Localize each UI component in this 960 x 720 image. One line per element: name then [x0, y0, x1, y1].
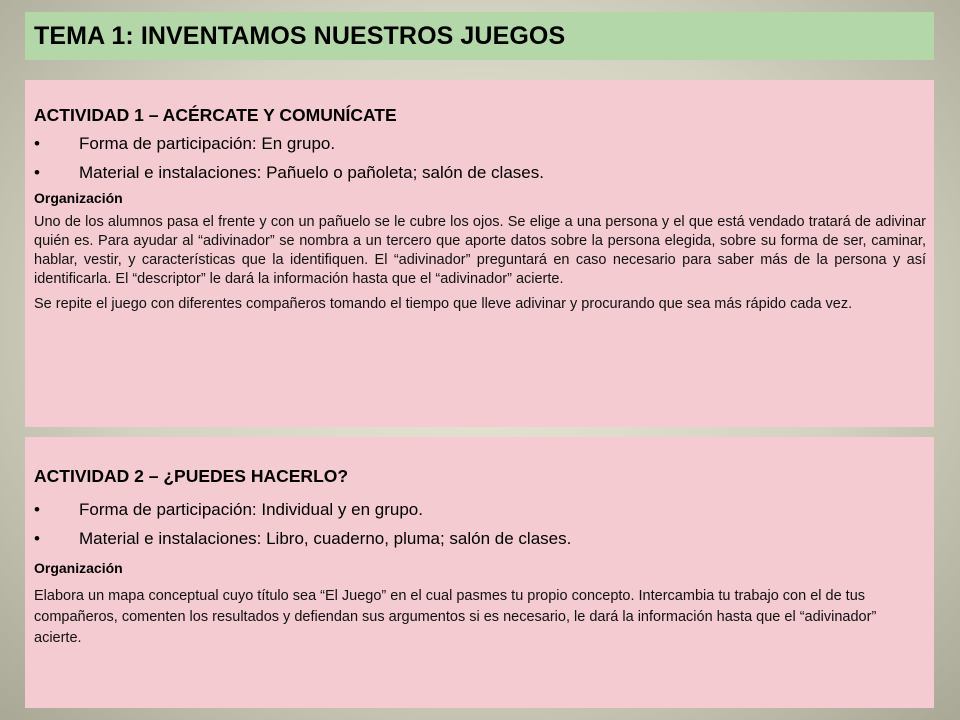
- bullet-icon: •: [34, 529, 40, 548]
- bullet-icon: •: [34, 134, 40, 153]
- page-title: TEMA 1: INVENTAMOS NUESTROS JUEGOS: [34, 21, 566, 50]
- activity-1-title: ACTIVIDAD 1 – ACÉRCATE Y COMUNÍCATE: [34, 105, 397, 125]
- activity-2-panel: [25, 437, 934, 708]
- participation-value: Individual y en grupo.: [261, 500, 423, 519]
- materials-label: Material e instalaciones:: [79, 529, 267, 548]
- materials-value: Pañuelo o pañoleta; salón de clases.: [266, 163, 544, 182]
- activity-2-participation: [34, 500, 926, 520]
- bullet-icon: •: [34, 500, 40, 519]
- materials-value: Libro, cuaderno, pluma; salón de clases.: [266, 529, 572, 548]
- activity-1-paragraph-1: Uno de los alumnos pasa el frente y con un pañuelo se le cubre los ojos. Se elige a una persona y el que está vendado tratará de adivinar quién es. Para ayudar al “adivinador” se nombra a un tercero que aporte datos sobre la persona elegida, sobre su forma de ser, caminar, hablar, vestir, y características que la identifiquen. El “adivinador” preguntará en caso necesario para saber más de la persona y así identificarla. El “descriptor” le dará la información hasta que el “adivinador” acierte.: [34, 214, 926, 287]
- participation-label: Forma de participación:: [79, 134, 262, 153]
- bullet-icon: •: [34, 163, 40, 182]
- activity-1-paragraph-2: Se repite el juego con diferentes compañeros tomando el tiempo que lleve adivinar y procurando que sea más rápido cada vez.: [34, 296, 853, 312]
- activity-1-panel: [25, 80, 934, 427]
- participation-value: En grupo.: [261, 134, 336, 153]
- participation-label: Forma de participación:: [79, 500, 262, 519]
- title-bar: [25, 12, 934, 60]
- activity-1-organization-label: Organización: [34, 190, 123, 206]
- activity-2-organization-label: Organización: [34, 560, 123, 576]
- activity-2-materials: [34, 529, 926, 549]
- materials-label: Material e instalaciones:: [79, 163, 267, 182]
- activity-2-title: ACTIVIDAD 2 – ¿PUEDES HACERLO?: [34, 466, 349, 486]
- activity-1-materials: [34, 163, 926, 183]
- activity-2-paragraph-1: Elabora un mapa conceptual cuyo título sea “El Juego” en el cual pasmes tu propio concepto. Intercambia tu trabajo con el de tus compañeros, comenten los resultados y defiendan sus argumentos si es necesario, le dará la información hasta que el “adivinador” acierte.: [34, 588, 877, 646]
- activity-1-participation: [34, 134, 926, 154]
